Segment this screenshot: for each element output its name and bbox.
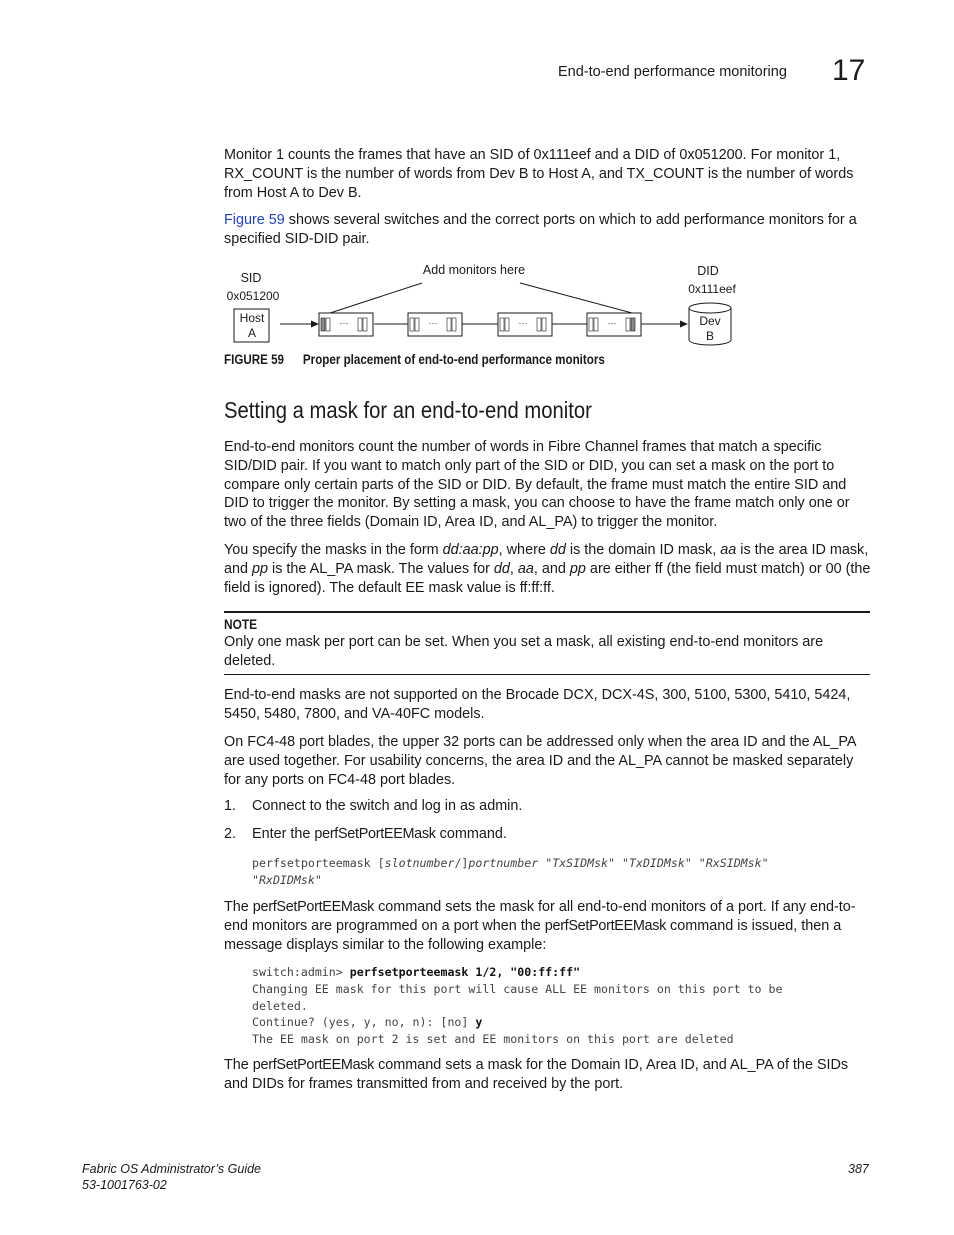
footer-document-number: 53-1001763-02: [82, 1178, 167, 1192]
example-output: switch:admin> perfsetporteemask 1/2, "00:ff:ff" Changing EE mask for this port will cause ALL EE monitors on this port to be deleted. Continue? (yes, y, no, n): [no] y The EE mask on port 2 is set and EE monitors on this port are deleted: [252, 965, 783, 1047]
section-heading: Setting a mask for an end-to-end monitor: [224, 397, 592, 423]
monitored-port-marker: [321, 318, 325, 331]
running-header-title: End-to-end performance monitoring: [558, 64, 787, 80]
command-syntax: perfsetporteemask [slotnumber/]portnumber "TxSIDMsk" "TxDIDMsk" "RxSIDMsk" "RxDIDMsk": [252, 856, 769, 887]
dev-b-label-line2: B: [705, 329, 715, 343]
host-a-label-line2: A: [247, 326, 257, 340]
figure-59-link[interactable]: Figure 59: [224, 212, 285, 228]
note-text: Only one mask per port can be set. When you set a mask, all existing end-to-end monitors are deleted.: [224, 634, 824, 669]
annotation-pointer-right: [520, 283, 636, 314]
did-label: DID: [697, 264, 719, 278]
switch-1-dots: ···: [339, 318, 349, 328]
annotation-pointer-left: [327, 283, 422, 314]
note-top-rule: [224, 611, 870, 613]
command-name: perfSetPortEEMask: [252, 899, 375, 915]
switch-3: [498, 313, 552, 336]
note-label: NOTE: [224, 616, 258, 632]
step-2-text: Enter the perfSetPortEEMask command.: [252, 826, 507, 842]
switch-3-dots: ···: [518, 318, 528, 328]
body-paragraph-5: The perfSetPortEEMask command sets the mask for all end-to-end monitors of a port. If any end-to-end monitors are programmed on a port when the perfSetPortEEMask command is issued, then a message displays similar to the following example:: [224, 899, 856, 953]
note-bottom-rule: [224, 674, 870, 675]
host-a-label-line1: Host: [239, 311, 265, 325]
step-1-text: Connect to the switch and log in as admin.: [252, 798, 523, 814]
body-paragraph-3: End-to-end masks are not supported on the Brocade DCX, DCX-4S, 300, 5100, 5300, 5410, 5424, 5450, 5480, 7800, and VA-40FC models.: [224, 687, 851, 722]
intro-paragraph-2: [224, 211, 872, 249]
monitor-placement-diagram: [222, 258, 742, 350]
dev-b-label-line1: Dev: [699, 314, 721, 328]
sid-label: SID: [240, 271, 262, 285]
link-dev-arrowhead: [680, 321, 688, 328]
switch-4-dots: ···: [607, 318, 617, 328]
figure-caption-text: Proper placement of end-to-end performance monitors: [302, 352, 605, 367]
switch-1: [319, 313, 373, 336]
link-host-arrowhead: [311, 321, 319, 328]
body-paragraph-6: The perfSetPortEEMask command sets a mask for the Domain ID, Area ID, and AL_PA of the SIDs and DIDs for frames transmitted from and received by the port.: [224, 1057, 849, 1092]
monitored-port-marker: [631, 318, 635, 331]
intro-paragraph-2-text: shows several switches and the correct ports on which to add performance monitors for a specified SID-DID pair.: [224, 212, 857, 247]
section-paragraph-2: You specify the masks in the form dd:aa:pp, where dd is the domain ID mask, aa is the area ID mask, and pp is the AL_PA mask. The values for dd, aa, and pp are either ff (the field must match) or 00 (the field is ignored). The default EE mask value is ff:ff:ff.: [224, 542, 871, 596]
command-name: perfSetPortEEMask: [544, 917, 667, 934]
switch-2: [408, 313, 462, 336]
step-1-number: 1.: [224, 798, 237, 814]
body-paragraph-4: On FC4-48 port blades, the upper 32 ports can be addressed only when the area ID and the AL_PA are used together. For usability concerns, the area ID and the AL_PA cannot be masked separately for any ports on FC4-48 port blades.: [224, 734, 856, 788]
section-paragraph-1: End-to-end monitors count the number of words in Fibre Channel frames that match a specific SID/DID pair. If you want to match only part of the SID or DID, you can set a mask on the port to compare only certain parts of the SID or DID. By default, the frame must match the entire SID and DID to trigger the monitor. By setting a mask, you can choose to have the frame match only one or two of the three fields (Domain ID, Area ID, and AL_PA) to trigger the monitor.: [224, 439, 850, 531]
figure-caption: [224, 352, 605, 367]
monitor-annotation: Add monitors here: [422, 263, 526, 277]
switch-2-dots: ···: [428, 318, 438, 328]
footer-guide-title: Fabric OS Administrator’s Guide: [82, 1162, 261, 1176]
command-name: perfSetPortEEMask: [252, 1057, 375, 1073]
did-value: 0x111eef: [688, 282, 736, 296]
step-2-number: 2.: [224, 826, 237, 842]
figure-caption-number: FIGURE 59: [224, 352, 285, 367]
sid-value: 0x051200: [226, 289, 280, 303]
chapter-number: 17: [832, 54, 866, 87]
command-name: perfSetPortEEMask: [314, 826, 436, 842]
switch-4: [587, 313, 641, 336]
intro-paragraph-1: Monitor 1 counts the frames that have an SID of 0x111eef and a DID of 0x051200. For monitor 1, RX_COUNT is the number of words from Dev B to Host A, and TX_COUNT is the number of words from Host A to Dev B.: [224, 147, 854, 201]
footer-page-number: 387: [848, 1162, 869, 1176]
